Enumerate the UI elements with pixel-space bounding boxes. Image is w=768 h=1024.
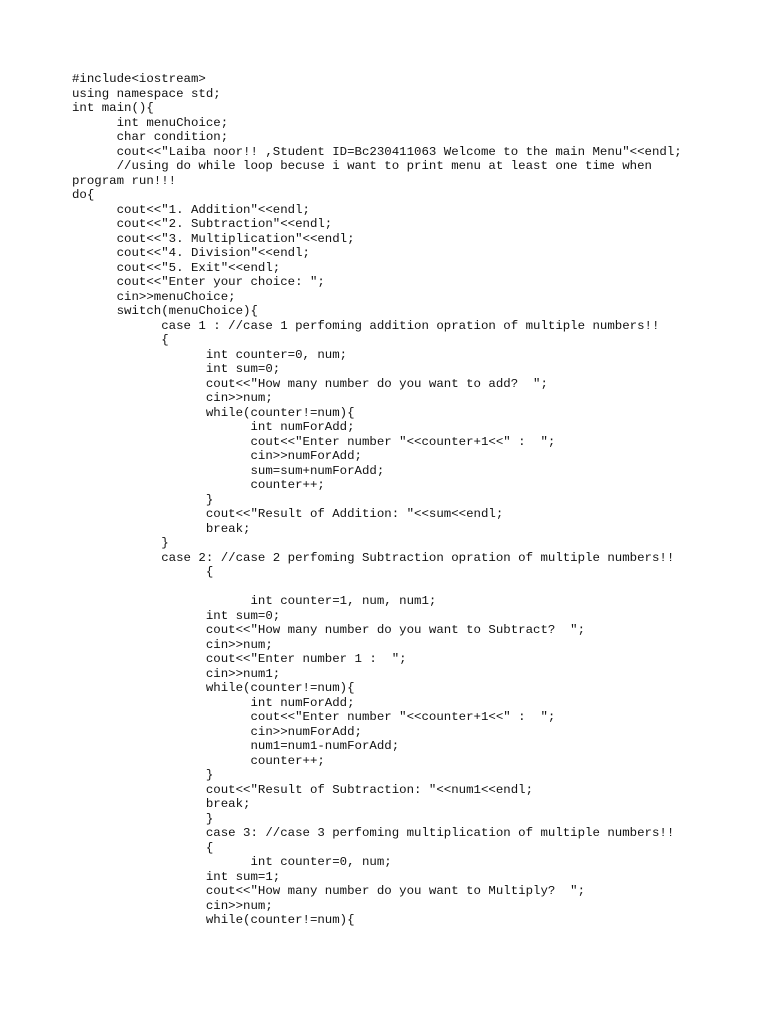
code-line: counter++; — [72, 753, 325, 768]
code-line: num1=num1-numForAdd; — [72, 739, 400, 753]
code-line: cin>>num; — [72, 898, 273, 913]
code-line: int numForAdd; — [72, 695, 355, 710]
code-line: cin>>num1; — [72, 666, 281, 681]
code-line — [72, 580, 702, 595]
code-line: } — [72, 536, 169, 550]
code-line: { — [72, 840, 214, 855]
code-line: } — [72, 811, 214, 826]
code-line: cout<<"4. Division"<<endl; — [72, 246, 310, 260]
code-line: case 3: //case 3 perfoming multiplication of multiple numbers!! — [72, 826, 675, 840]
code-line: using namespace std; — [72, 86, 221, 101]
code-line: cin>>numForAdd; — [72, 449, 362, 463]
code-line: { — [72, 333, 169, 347]
code-line: int numForAdd; — [72, 420, 355, 434]
code-line: while(counter!=num){ — [72, 681, 355, 695]
code-line: } — [72, 492, 214, 507]
code-line: cout<<"Enter number "<<counter+1<<" : "; — [72, 434, 556, 449]
code-line: cin>>menuChoice; — [72, 289, 236, 304]
code-line: int sum=0; — [72, 608, 281, 623]
code-line: cout<<"Enter your choice: "; — [72, 275, 325, 289]
code-line: cout<<"Result of Subtraction: "<<num1<<endl; — [72, 782, 534, 797]
code-line: int counter=0, num; — [72, 855, 392, 869]
code-line: cin>>num; — [72, 391, 273, 405]
code-line: //using do while loop becuse i want to print menu at least one time when — [72, 159, 652, 173]
code-line: while(counter!=num){ — [72, 913, 355, 927]
code-line: break; — [72, 521, 251, 536]
code-line: program run!!! — [72, 173, 177, 188]
code-line: cout<<"Laiba noor!! ,Student ID=Bc230411063 Welcome to the main Menu"<<endl; — [72, 144, 682, 159]
code-line: cin>>numForAdd; — [72, 724, 362, 739]
code-line: do{ — [72, 188, 95, 202]
code-line: int main(){ — [72, 101, 154, 115]
code-line: cout<<"How many number do you want to add? "; — [72, 376, 548, 391]
code-line: cout<<"Enter number "<<counter+1<<" : "; — [72, 710, 556, 724]
code-line: cout<<"Enter number 1 : "; — [72, 652, 407, 666]
code-line: cin>>num; — [72, 637, 273, 652]
code-line: break; — [72, 797, 251, 811]
code-line: switch(menuChoice){ — [72, 304, 258, 318]
code-line: int counter=0, num; — [72, 347, 348, 362]
code-line: int sum=0; — [72, 362, 281, 376]
code-line: counter++; — [72, 478, 325, 492]
code-line: sum=sum+numForAdd; — [72, 463, 385, 478]
code-line: #include<iostream> — [72, 72, 206, 86]
code-line: int counter=1, num, num1; — [72, 594, 437, 608]
code-line: int sum=1; — [72, 869, 281, 884]
code-line: cout<<"How many number do you want to Subtract? "; — [72, 623, 586, 637]
code-line: } — [72, 768, 214, 782]
code-line: char condition; — [72, 130, 229, 144]
code-line: int menuChoice; — [72, 115, 229, 130]
code-line: cout<<"5. Exit"<<endl; — [72, 260, 281, 275]
code-listing — [72, 72, 702, 928]
code-line: cout<<"2. Subtraction"<<endl; — [72, 217, 333, 231]
code-line: while(counter!=num){ — [72, 405, 355, 420]
code-line: cout<<"3. Multiplication"<<endl; — [72, 231, 355, 246]
code-line: cout<<"How many number do you want to Multiply? "; — [72, 884, 586, 898]
code-line: cout<<"1. Addition"<<endl; — [72, 202, 310, 217]
code-line: case 2: //case 2 perfoming Subtraction opration of multiple numbers!! — [72, 550, 675, 565]
code-line: { — [72, 565, 214, 579]
code-line: cout<<"Result of Addition: "<<sum<<endl; — [72, 507, 504, 521]
code-line: case 1 : //case 1 perfoming addition opration of multiple numbers!! — [72, 318, 660, 333]
